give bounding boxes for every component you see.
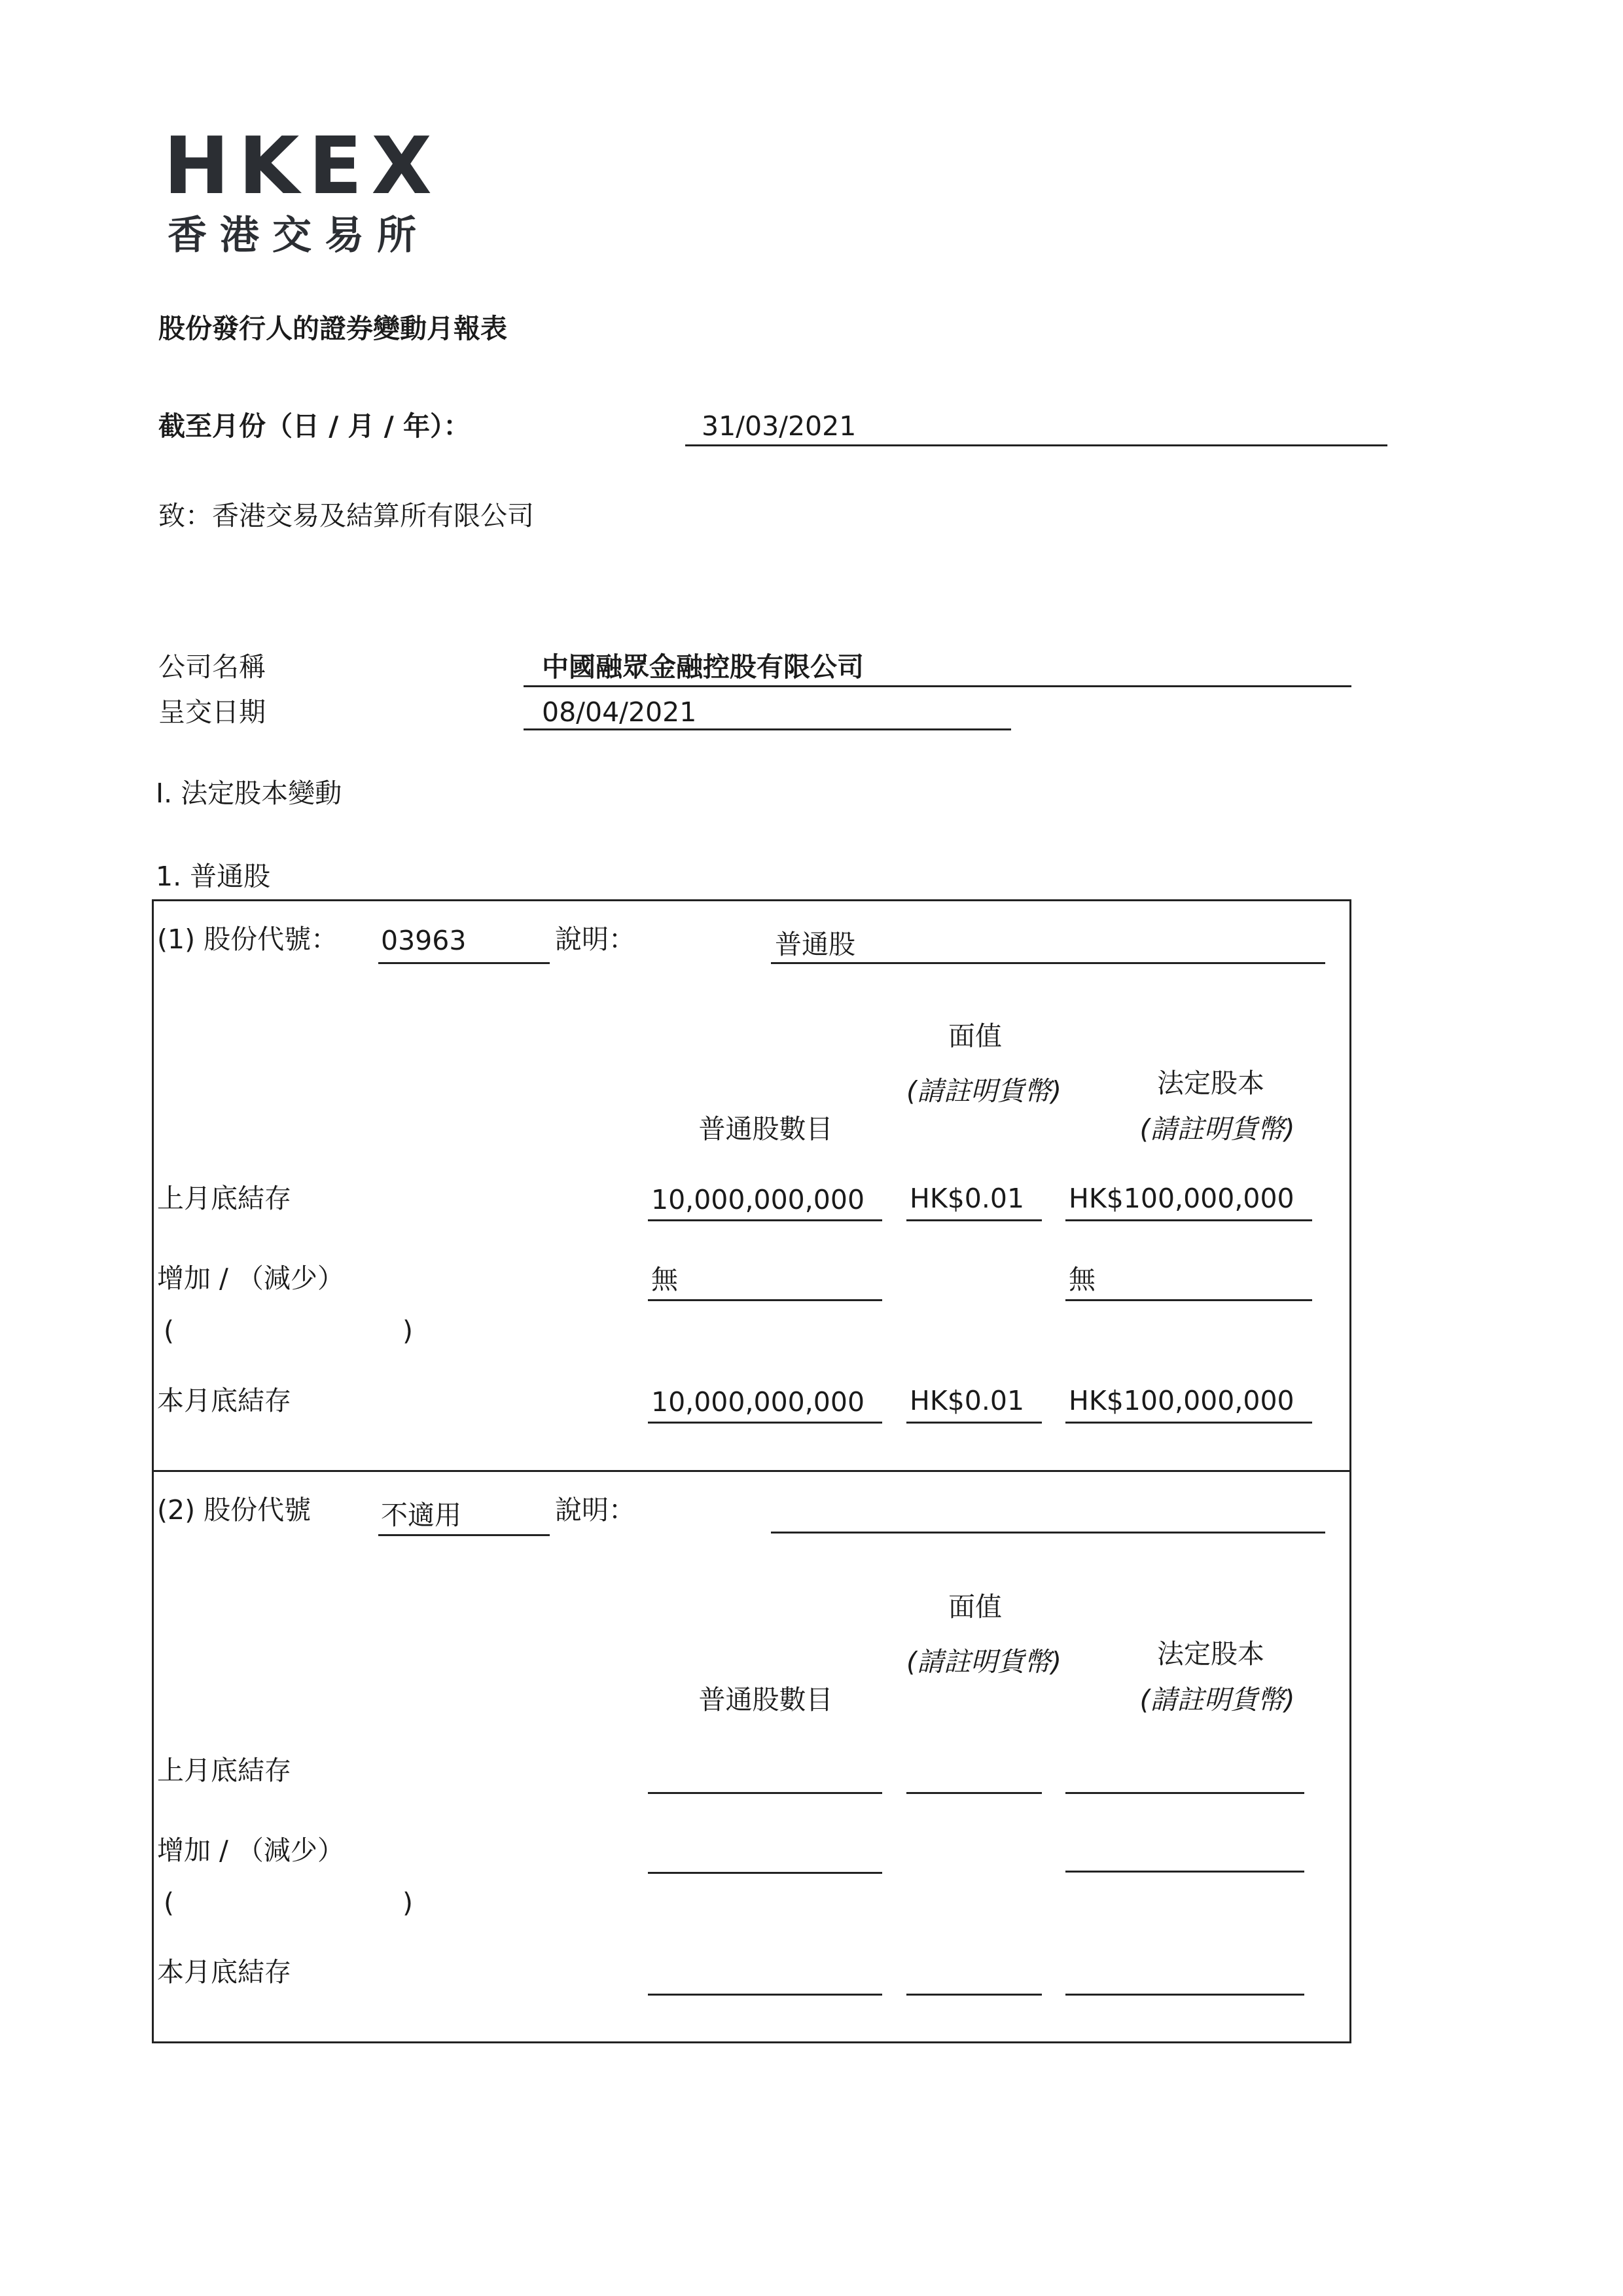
class1-opening-label: 上月底結存 xyxy=(157,1183,291,1214)
class1-opening-shares: 10,000,000,000 xyxy=(651,1184,865,1215)
class1-shares-header: 普通股數目 xyxy=(698,1113,833,1145)
class1-prefix: (1) 股份代號： xyxy=(157,924,338,955)
class1-desc-value: 普通股 xyxy=(775,929,855,960)
company-name-label: 公司名稱 xyxy=(158,651,266,683)
class1-opening-capital: HK$100,000,000 xyxy=(1069,1183,1294,1214)
hkex-logo-wordmark: HKEX xyxy=(164,121,441,212)
class1-change-label: 增加 / （減少） xyxy=(157,1263,344,1294)
class1-closing-capital: HK$100,000,000 xyxy=(1069,1385,1294,1416)
class1-opening-par: HK$0.01 xyxy=(910,1183,1025,1214)
submission-date-label: 呈交日期 xyxy=(158,696,266,728)
class1-opening-shares-underline xyxy=(648,1219,882,1221)
form-title: 股份發行人的證券變動月報表 xyxy=(158,313,507,344)
class1-desc-label: 說明： xyxy=(555,924,635,955)
subsection-title: 1. 普通股 xyxy=(156,861,271,892)
table-divider xyxy=(152,1470,1351,1472)
class2-desc-label: 說明： xyxy=(555,1494,635,1526)
class1-closing-par-underline xyxy=(906,1422,1042,1424)
class1-change-shares: 無 xyxy=(651,1264,678,1295)
class2-closing-capital-underline xyxy=(1065,1994,1304,1996)
class2-capital-header: 法定股本 xyxy=(1157,1638,1264,1670)
class1-change-capital: 無 xyxy=(1069,1264,1096,1295)
class2-change-paren-open: ( xyxy=(164,1887,174,1918)
class2-prefix: (2) 股份代號 xyxy=(157,1494,312,1526)
class2-opening-par-underline xyxy=(906,1792,1042,1794)
class1-capital-header: 法定股本 xyxy=(1157,1067,1264,1099)
class2-change-shares-underline xyxy=(648,1872,882,1874)
class1-stock-code: 03963 xyxy=(381,925,467,956)
class2-closing-par-underline xyxy=(906,1994,1042,1996)
class1-par-note: (請註明貨幣) xyxy=(906,1075,1061,1107)
period-underline xyxy=(685,444,1387,446)
class1-closing-label: 本月底結存 xyxy=(157,1385,291,1416)
class1-capital-note: (請註明貨幣) xyxy=(1139,1113,1295,1145)
class2-change-capital-underline xyxy=(1065,1871,1304,1873)
class1-change-capital-underline xyxy=(1065,1299,1312,1301)
class2-par-note: (請註明貨幣) xyxy=(906,1646,1061,1677)
class1-desc-underline xyxy=(771,962,1325,964)
class2-opening-capital-underline xyxy=(1065,1792,1304,1794)
company-name-value: 中國融眾金融控股有限公司 xyxy=(542,651,864,683)
class1-change-paren-open: ( xyxy=(164,1315,174,1346)
submission-date-underline xyxy=(524,728,1011,730)
class2-stock-code: 不適用 xyxy=(381,1499,461,1531)
class2-par-header: 面值 xyxy=(948,1591,1002,1623)
class2-opening-shares-underline xyxy=(648,1792,882,1794)
class1-par-header: 面值 xyxy=(948,1020,1002,1052)
class2-shares-header: 普通股數目 xyxy=(698,1684,833,1715)
class2-closing-shares-underline xyxy=(648,1994,882,1996)
class2-closing-label: 本月底結存 xyxy=(157,1956,291,1988)
class1-closing-par: HK$0.01 xyxy=(910,1385,1025,1416)
submission-date-value: 08/04/2021 xyxy=(542,696,697,728)
hkex-logo-chinese: 香港交易所 xyxy=(168,213,429,259)
class1-opening-par-underline xyxy=(906,1219,1042,1221)
period-value: 31/03/2021 xyxy=(702,410,857,442)
class1-closing-capital-underline xyxy=(1065,1422,1312,1424)
class2-capital-note: (請註明貨幣) xyxy=(1139,1684,1295,1715)
company-name-underline xyxy=(524,685,1351,687)
addressee: 致：香港交易及結算所有限公司 xyxy=(158,500,534,531)
class2-change-paren-close: ) xyxy=(402,1887,413,1918)
class2-desc-underline xyxy=(771,1532,1325,1534)
class1-change-shares-underline xyxy=(648,1299,882,1301)
class2-opening-label: 上月底結存 xyxy=(157,1755,291,1786)
class1-change-paren-close: ) xyxy=(402,1315,413,1346)
class1-opening-capital-underline xyxy=(1065,1219,1312,1221)
period-label: 截至月份（日 / 月 / 年）： xyxy=(158,410,471,442)
class1-closing-shares: 10,000,000,000 xyxy=(651,1386,865,1418)
section-title: I. 法定股本變動 xyxy=(156,778,342,809)
class1-closing-shares-underline xyxy=(648,1422,882,1424)
class2-code-underline xyxy=(378,1534,550,1536)
class1-code-underline xyxy=(378,962,550,964)
class2-change-label: 增加 / （減少） xyxy=(157,1835,344,1866)
